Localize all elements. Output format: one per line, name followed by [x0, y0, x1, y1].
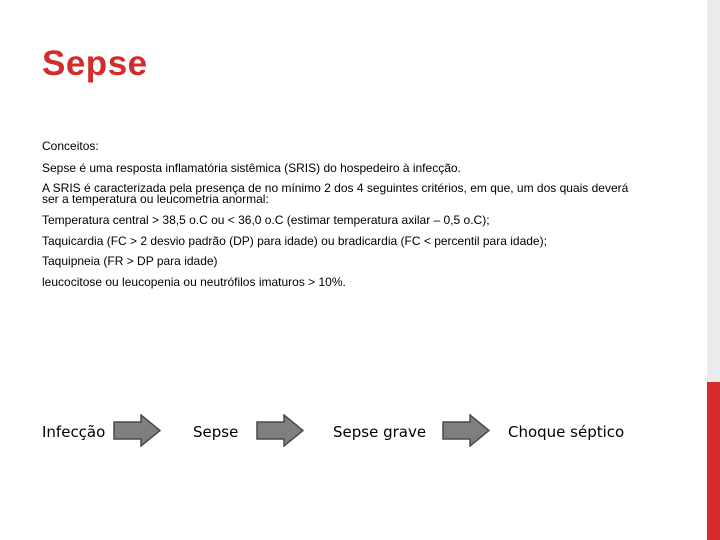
arrow-right-icon [442, 414, 490, 447]
flow-step-infection: Infecção [42, 423, 106, 441]
paragraph-sris: A SRIS é caracterizada pela presença de no mínimo 2 dos 4 seguintes critérios, em que, um dos quais deverá ser a temperatura ou leucometria anormal: [42, 181, 629, 206]
paragraph-definition: Sepse é uma resposta inflamatória sistêmica (SRIS) do hospedeiro à infecção. [42, 161, 461, 175]
arrow-right-icon [113, 414, 161, 447]
paragraph-leukocytosis: leucocitose ou leucopenia ou neutrófilos imaturos > 10%. [42, 275, 346, 289]
paragraph-temperature: Temperatura central > 38,5 o.C ou < 36,0 o.C (estimar temperatura axilar – 0,5 o.C); [42, 213, 490, 227]
side-accent-bar [707, 382, 720, 540]
paragraph-tachycardia: Taquicardia (FC > 2 desvio padrão (DP) para idade) ou bradicardia (FC < percentil para idade); [42, 234, 547, 248]
arrow-right-icon [256, 414, 304, 447]
paragraph-concepts: Conceitos: [42, 139, 99, 153]
flow-step-septic-shock: Choque séptico [508, 423, 625, 441]
flow-step-sepsis: Sepse [193, 423, 239, 441]
flow-step-severe-sepsis: Sepse grave [333, 423, 427, 441]
paragraph-tachypnea: Taquipneia (FR > DP para idade) [42, 254, 218, 268]
side-decoration-bar [707, 0, 720, 382]
slide-title: Sepse [42, 44, 148, 83]
